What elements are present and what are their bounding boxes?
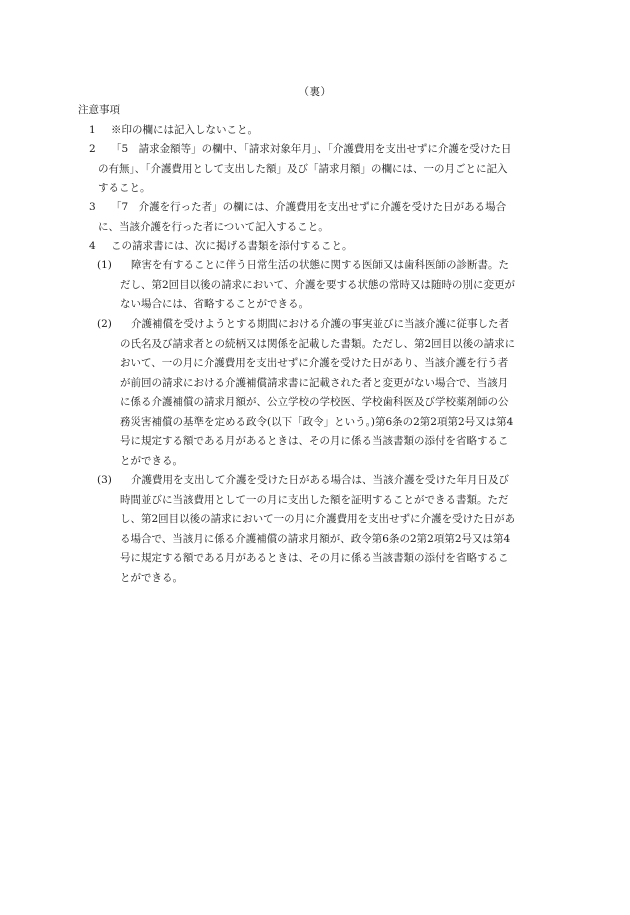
note-subitem-2 xyxy=(78,315,556,471)
note-subitem-number: (3) xyxy=(97,474,112,486)
note-subitem-line: ない場合には、省略することができる。 xyxy=(120,298,309,310)
note-item-1 xyxy=(78,121,556,141)
note-item-line: の有無」、「介護費用として支出した額」及び「請求月額」の欄には、一の月ごとに記入 xyxy=(98,162,508,175)
note-subitem-line: 時間並びに当該費用として一の月に支出した額を証明することができる書類。ただ xyxy=(120,493,509,506)
note-subitem-line: 介護補償を受けようとする期間における介護の事実並びに当該介護に従事した者 xyxy=(131,318,509,330)
page-title: 注意事項 xyxy=(78,104,120,116)
note-subitem-line: の氏名及び請求者との続柄又は関係を記載した書類。ただし、第2回目以後の請求に xyxy=(120,337,516,350)
note-subitem-line: 障害を有することに伴う日常生活の状態に関する医師又は歯科医師の診断書。た xyxy=(131,259,509,271)
note-item-line: 「5 請求金額等」の欄中、「請求対象年月」、「介護費用を支出せずに介護を受けた日 xyxy=(111,143,512,155)
note-item-4 xyxy=(78,237,556,257)
note-item-number: 2 xyxy=(89,143,96,155)
note-subitem-line: し、第2回目以後の請求において一の月に介護費用を支出せずに介護を受けた日があ xyxy=(120,513,516,525)
note-subitem-line: 号に規定する額である月があるときは、その月に係る当該書類の添付を省略するこ xyxy=(120,435,509,447)
note-item-line: この請求書には、次に掲げる書類を添付すること。 xyxy=(111,240,353,252)
note-item-line: に、当該介護を行った者について記入すること。 xyxy=(98,220,329,233)
note-subitem-line: 介護費用を支出して介護を受けた日がある場合は、当該介護を受けた年月日及び xyxy=(131,474,509,486)
note-item-number: 3 xyxy=(89,201,96,213)
note-item-number: 4 xyxy=(89,240,96,252)
note-subitem-3 xyxy=(78,471,556,588)
note-item-line: すること。 xyxy=(98,182,151,194)
note-subitem-line: る場合で、当該月に係る介護補償の請求月額が、政令第6条の2第2項第2号又は第4 xyxy=(120,532,511,545)
note-item-2 xyxy=(78,140,556,199)
note-subitem-line: とができる。 xyxy=(120,571,183,584)
note-subitem-line: が前回の請求における介護補償請求書に記載された者と変更がない場合で、当該月 xyxy=(120,376,509,389)
page-side-label: （裏） xyxy=(298,86,332,98)
note-subitem-number: (2) xyxy=(97,318,112,330)
note-item-line: 「7 介護を行った者」の欄には、介護費用を支出せずに介護を受けた日がある場合 xyxy=(111,201,507,213)
note-subitem-1 xyxy=(78,256,556,315)
note-subitem-line: 号に規定する額である月があるときは、その月に係る当該書類の添付を省略するこ xyxy=(120,552,509,564)
note-subitem-line: に係る介護補償の請求月額が、公立学校の学校医、学校歯科医及び学校薬剤師の公 xyxy=(120,396,509,408)
note-subitem-line: おいて、一の月に介護費用を支出せずに介護を受けた日があり、当該介護を行う者 xyxy=(120,357,509,369)
note-item-3 xyxy=(78,198,556,237)
note-subitem-number: (1) xyxy=(97,259,112,271)
note-subitem-line: 務災害補償の基準を定める政令(以下「政令」という。)第6条の2第2項第2号又は第4 xyxy=(120,415,514,428)
note-item-line: ※印の欄には記入しないこと。 xyxy=(111,124,258,136)
note-subitem-line: とができる。 xyxy=(120,454,183,467)
note-item-number: 1 xyxy=(89,124,96,136)
note-subitem-line: だし、第2回目以後の請求において、介護を要する状態の常時又は随時の別に変更が xyxy=(120,278,515,291)
